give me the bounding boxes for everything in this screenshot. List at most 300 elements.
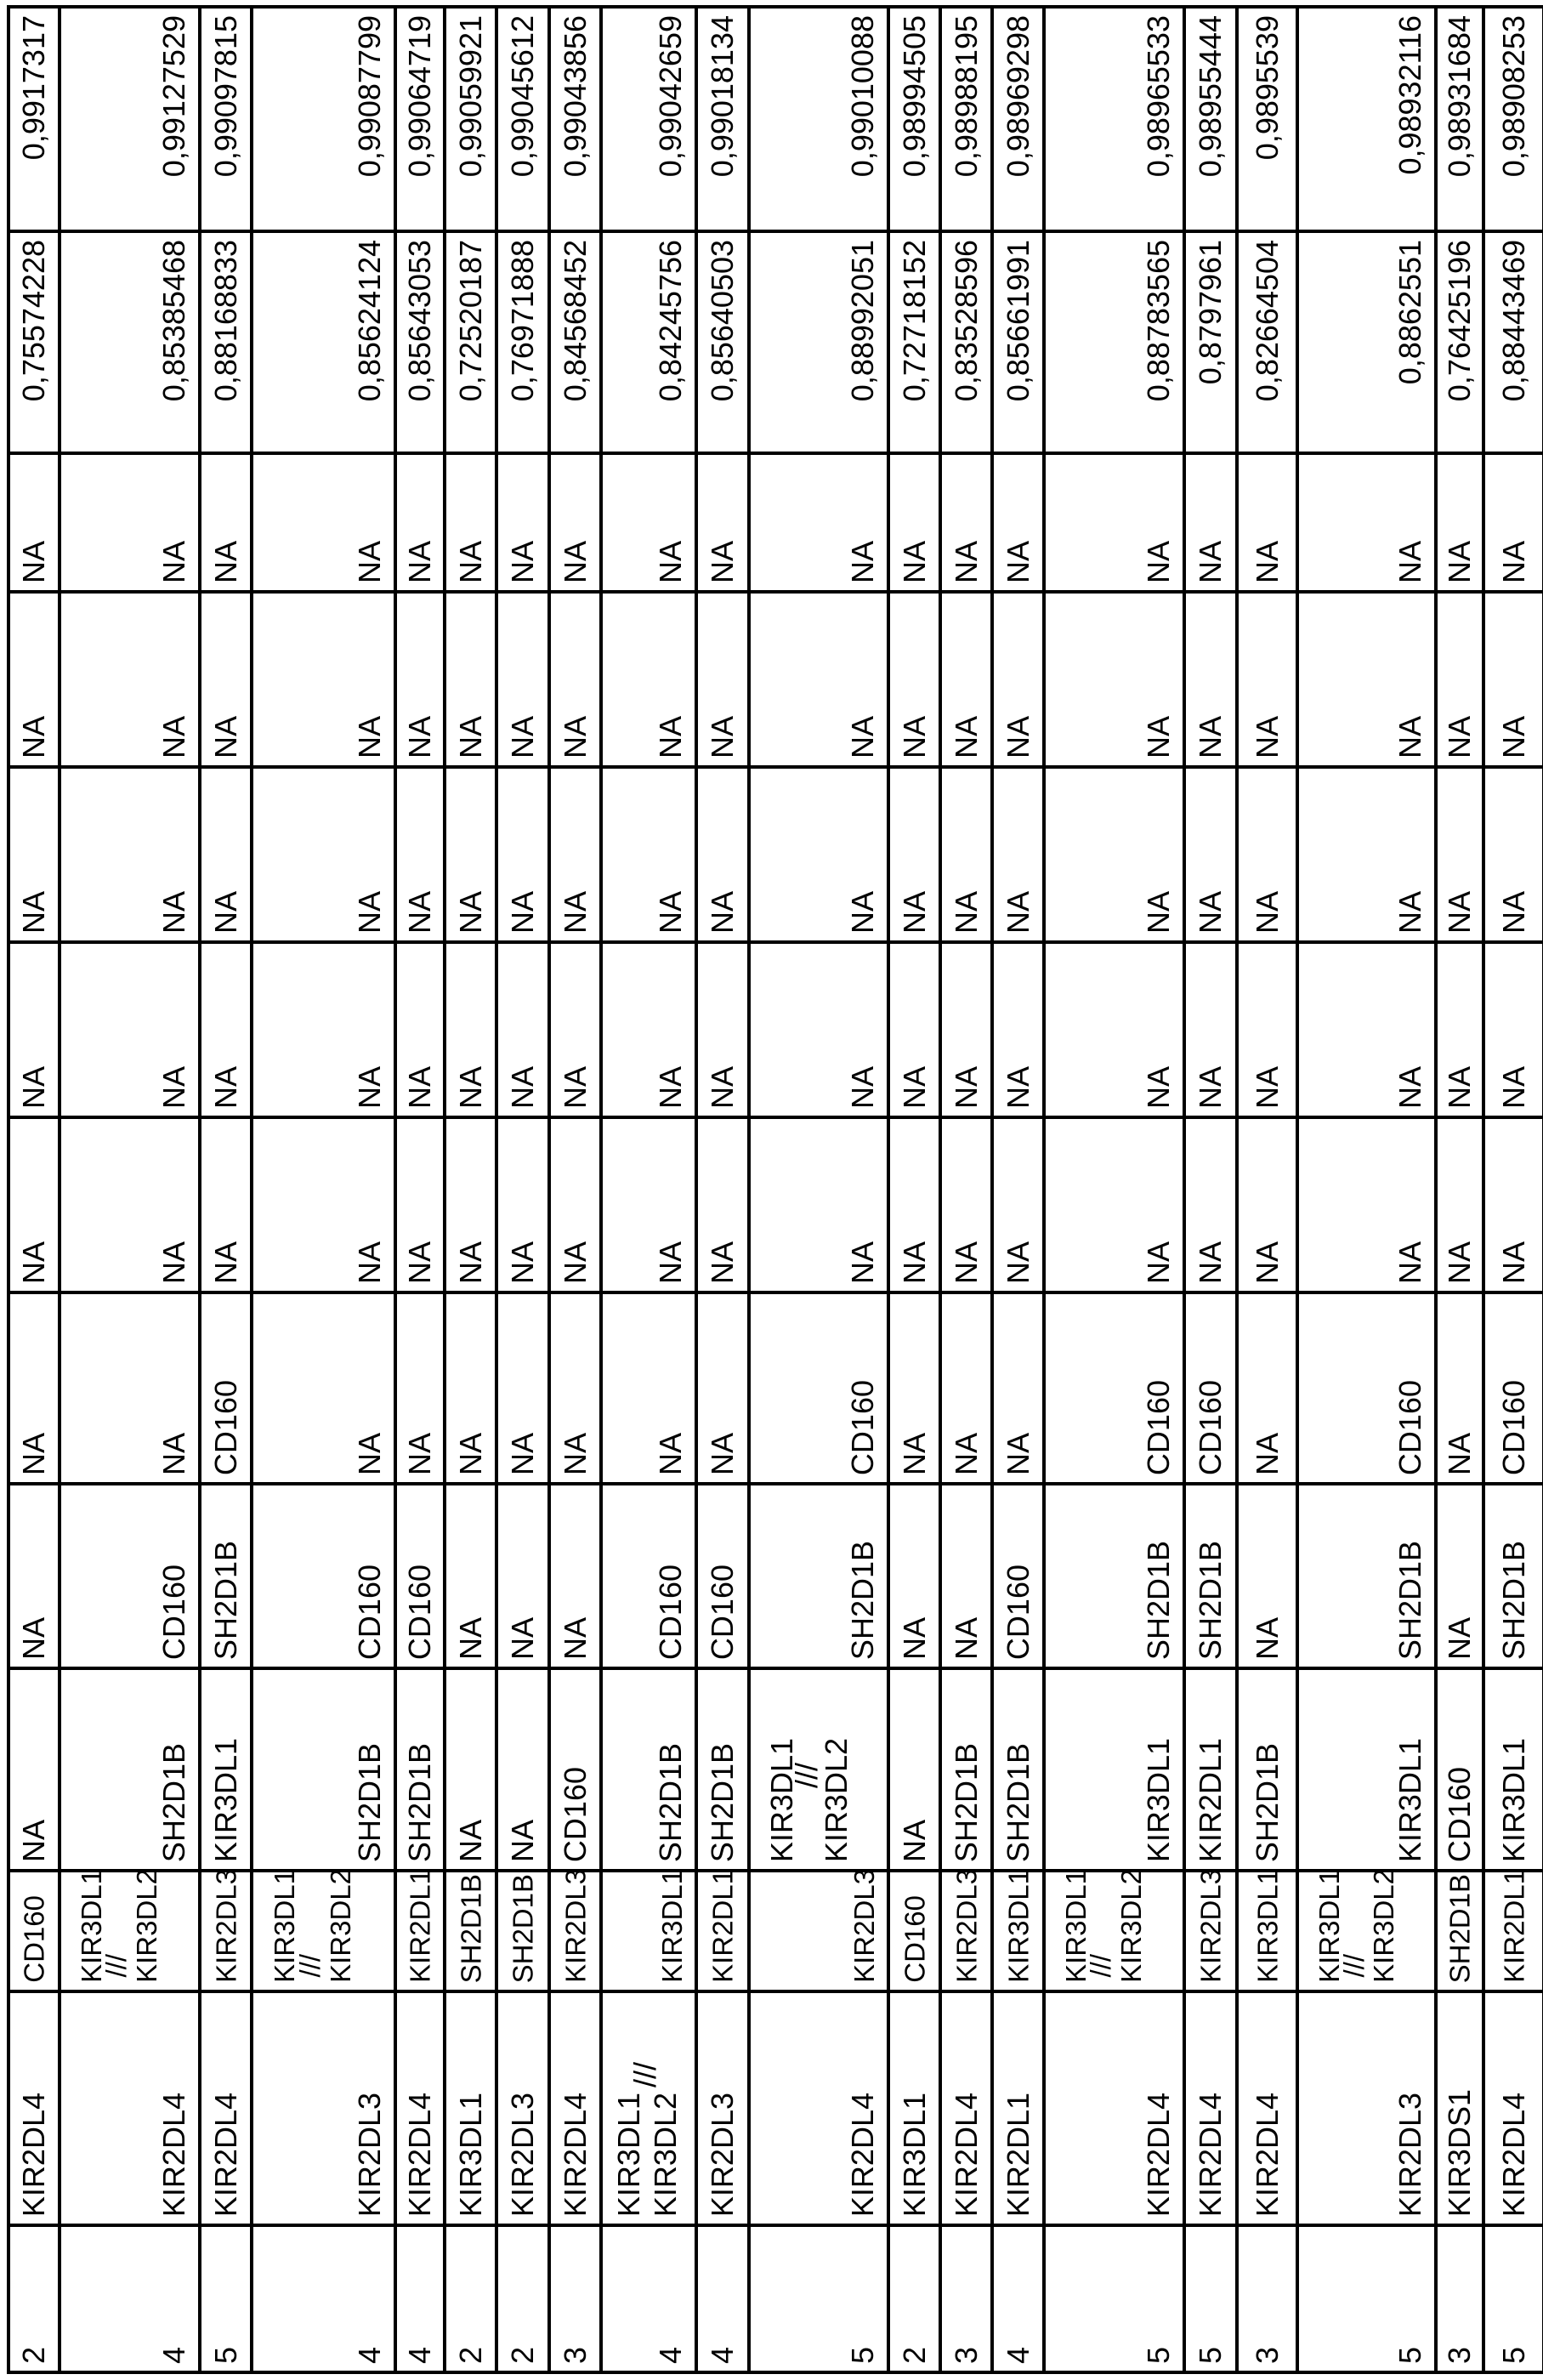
value1-cell: [61, 233, 201, 455]
cell-text: KIR2DL4: [402, 2092, 437, 2217]
gene3-cell: [253, 1670, 397, 1872]
value1-cell: [942, 233, 994, 455]
cell-text: CD160: [1000, 1564, 1035, 1660]
value2-cell: [698, 9, 751, 233]
gene5-cell: [551, 1294, 603, 1485]
cell-text: SH2D1B: [1141, 1540, 1176, 1660]
cell-text: 0,98932116: [1393, 15, 1427, 175]
gene1-cell: [1299, 1993, 1438, 2227]
cell-text: NA: [16, 1241, 51, 1284]
count-cell: [551, 2227, 603, 2371]
value1-cell: [551, 233, 603, 455]
na2-cell: [10, 594, 61, 769]
cell-text: NA: [1495, 540, 1531, 583]
cell-text: CD160: [207, 1379, 243, 1475]
cell-text: 0,72520187: [452, 240, 488, 402]
cell-text: NA: [1249, 715, 1285, 758]
gene4-cell: [253, 1485, 397, 1670]
cell-text: SH2D1B: [455, 1873, 486, 1983]
na3-cell: [61, 769, 201, 944]
cell-text: CD160: [653, 1564, 688, 1660]
cell-text: 2: [452, 2346, 488, 2364]
cell-text: NA: [207, 540, 243, 583]
gene2-cell: [10, 1872, 61, 1993]
value2-cell: [890, 9, 942, 233]
cell-text: KIR3DL1: [1495, 1737, 1531, 1862]
na1-cell: [397, 455, 446, 594]
gene2-cell: [61, 1869, 201, 1993]
na2-cell: [201, 594, 253, 769]
gene4-cell: [551, 1485, 603, 1670]
cell-text: KIR2DL4: [1193, 2092, 1228, 2217]
cell-text: NA: [352, 890, 387, 934]
gene3-cell: [1299, 1670, 1438, 1872]
cell-text: NA: [845, 890, 880, 934]
na1-cell: [551, 455, 603, 594]
cell-text: NA: [505, 540, 540, 583]
cell-text: NA: [1495, 715, 1531, 758]
cell-text: NA: [1193, 1065, 1228, 1109]
cell-text: NA: [1249, 1432, 1285, 1475]
cell-text: 0,99043856: [557, 15, 593, 178]
na5-cell: [10, 1119, 61, 1294]
cell-text: NA: [16, 540, 51, 583]
cell-text: CD160: [1393, 1379, 1427, 1475]
gene3-cell: [698, 1670, 751, 1872]
na3-cell: [446, 769, 498, 944]
gene1-cell: [397, 1993, 446, 2227]
na1-cell: [994, 455, 1046, 594]
gene1-cell: [603, 1993, 698, 2227]
gene2-cell: [1485, 1869, 1542, 1993]
count-cell: [61, 2227, 201, 2371]
gene4-cell: [397, 1485, 446, 1670]
cell-text: 0,99042659: [653, 15, 688, 178]
na5-cell: [1186, 1119, 1239, 1294]
cell-text: KIR2DL3: [1393, 2092, 1427, 2217]
na5-cell: [603, 1119, 698, 1294]
cell-text: NA: [156, 540, 191, 583]
cell-text: NA: [896, 1065, 932, 1109]
cell-text: NA: [705, 540, 740, 583]
cell-text: NA: [845, 1241, 880, 1284]
gene2-cell: [498, 1872, 551, 1993]
gene1-cell: [446, 1993, 498, 2227]
cell-text: 4: [1000, 2346, 1035, 2364]
gene1-cell: [994, 1993, 1046, 2227]
cell-text: NA: [1141, 890, 1176, 934]
cell-text: 5: [1193, 2346, 1228, 2364]
na5-cell: [1485, 1119, 1542, 1294]
na5-cell: [1438, 1119, 1485, 1294]
gene5-cell: [994, 1294, 1046, 1485]
gene5-cell: [603, 1294, 698, 1485]
cell-text: NA: [845, 540, 880, 583]
cell-text: 4: [402, 2346, 437, 2364]
value2-cell: [61, 9, 201, 233]
gene4-cell: [446, 1485, 498, 1670]
na5-cell: [498, 1119, 551, 1294]
cell-text: 5: [845, 2346, 880, 2364]
count-cell: [994, 2227, 1046, 2371]
value1-cell: [10, 233, 61, 455]
na5-cell: [698, 1119, 751, 1294]
gene5-cell: [498, 1294, 551, 1485]
na2-cell: [61, 594, 201, 769]
gene2-cell: [253, 1869, 397, 1993]
cell-text: KIR2DL1: [1193, 1737, 1228, 1862]
cell-text: NA: [156, 1065, 191, 1109]
na2-cell: [1438, 594, 1485, 769]
gene4-cell: [603, 1485, 698, 1670]
cell-text: KIR2DL3: [848, 1869, 880, 1983]
gene3-cell: [603, 1670, 698, 1872]
cell-text: NA: [452, 1616, 488, 1660]
value1-cell: [498, 233, 551, 455]
cell-text: 0,85385468: [156, 240, 191, 402]
na5-cell: [1046, 1119, 1186, 1294]
gene-combo-line2: KIR3DL2: [130, 1869, 162, 1983]
gene4-cell: [1485, 1485, 1542, 1670]
cell-text: NA: [1249, 1616, 1285, 1660]
cell-text: SH2D1B: [1000, 1742, 1035, 1862]
cell-text: NA: [1000, 540, 1035, 583]
cell-text: 0,98955444: [1193, 15, 1228, 178]
cell-text: CD160: [1193, 1379, 1228, 1475]
cell-text: SH2D1B: [207, 1540, 243, 1660]
na3-cell: [551, 769, 603, 944]
cell-text: NA: [452, 1819, 488, 1862]
slash-marks: ///: [789, 1762, 824, 1788]
cell-text: NA: [16, 1065, 51, 1109]
gene5-cell: [942, 1294, 994, 1485]
cell-text: 0,98994505: [896, 15, 932, 178]
na4-cell: [603, 944, 698, 1119]
cell-text: 0,99087799: [352, 15, 387, 178]
value2-cell: [1046, 9, 1186, 233]
cell-text: NA: [1193, 715, 1228, 758]
cell-text: NA: [1495, 1065, 1531, 1109]
value2-cell: [446, 9, 498, 233]
cell-text: 0,99097815: [207, 15, 243, 178]
cell-text: NA: [402, 715, 437, 758]
cell-text: 0,8862551: [1393, 240, 1427, 385]
cell-text: KIR3DL1: [1141, 1737, 1176, 1862]
cell-text: NA: [352, 1432, 387, 1475]
value1-cell: [201, 233, 253, 455]
value2-cell: [994, 9, 1046, 233]
cell-text: NA: [557, 1241, 593, 1284]
cell-text: NA: [452, 715, 488, 758]
gene5-cell: [1046, 1294, 1186, 1485]
na2-cell: [1186, 594, 1239, 769]
gene-combo-line2: KIR3DL2: [648, 2092, 684, 2217]
count-cell: [890, 2227, 942, 2371]
value2-cell: [498, 9, 551, 233]
gene5-cell: [1299, 1294, 1438, 1485]
cell-text: NA: [948, 1432, 984, 1475]
cell-text: NA: [896, 1819, 932, 1862]
cell-text: 0,88443469: [1495, 240, 1531, 402]
na4-cell: [551, 944, 603, 1119]
cell-text: KIR2DL1: [1000, 2092, 1035, 2217]
cell-text: 3: [557, 2346, 593, 2364]
gene4-cell: [751, 1485, 890, 1670]
na3-cell: [1438, 769, 1485, 944]
cell-text: NA: [705, 715, 740, 758]
cell-text: SH2D1B: [402, 1742, 437, 1862]
cell-text: KIR2DL4: [207, 2092, 243, 2217]
cell-text: KIR2DL3: [950, 1869, 982, 1983]
cell-text: KIR3DL1: [207, 1737, 243, 1862]
cell-text: 0,75574228: [16, 240, 51, 402]
cell-text: 0,98988195: [948, 15, 984, 178]
cell-text: KIR3DS1: [1442, 2088, 1477, 2217]
na1-cell: [890, 455, 942, 594]
gene3-cell: [1046, 1670, 1186, 1872]
cell-text: 2: [16, 2346, 51, 2364]
gene-combo-line1: KIR3DL1: [610, 2092, 646, 2217]
count-cell: [446, 2227, 498, 2371]
na4-cell: [751, 944, 890, 1119]
na3-cell: [942, 769, 994, 944]
cell-text: NA: [1442, 1616, 1477, 1660]
gene4-cell: [890, 1485, 942, 1670]
gene1-cell: [551, 1993, 603, 2227]
cell-text: NA: [557, 1065, 593, 1109]
na3-cell: [1239, 769, 1299, 944]
cell-text: 0,83528596: [948, 240, 984, 402]
cell-text: NA: [1442, 715, 1477, 758]
cell-text: NA: [352, 1065, 387, 1109]
cell-text: KIR2DL4: [845, 2092, 880, 2217]
gene-combo-line1: KIR3DL1: [1313, 1869, 1346, 1983]
cell-text: NA: [1393, 540, 1427, 583]
value1-cell: [751, 233, 890, 455]
cell-text: NA: [948, 715, 984, 758]
na1-cell: [942, 455, 994, 594]
cell-text: KIR2DL4: [1249, 2092, 1285, 2217]
na1-cell: [1438, 455, 1485, 594]
cell-text: CD160: [402, 1564, 437, 1660]
na4-cell: [397, 944, 446, 1119]
gene-combo-line2: KIR3DL2: [819, 1737, 854, 1862]
na5-cell: [397, 1119, 446, 1294]
gene4-cell: [1046, 1485, 1186, 1670]
na5-cell: [1299, 1119, 1438, 1294]
cell-text: NA: [1393, 1241, 1427, 1284]
na1-cell: [603, 455, 698, 594]
value2-cell: [253, 9, 397, 233]
cell-text: NA: [1393, 715, 1427, 758]
cell-text: SH2D1B: [705, 1742, 740, 1862]
cell-text: NA: [1442, 540, 1477, 583]
cell-text: 4: [352, 2346, 387, 2364]
cell-text: SH2D1B: [1444, 1873, 1476, 1983]
cell-text: NA: [452, 1241, 488, 1284]
cell-text: KIR3DL1: [1393, 1737, 1427, 1862]
value2-cell: [603, 9, 698, 233]
gene5-cell: [397, 1294, 446, 1485]
cell-text: CD160: [352, 1564, 387, 1660]
value1-cell: [253, 233, 397, 455]
cell-text: NA: [557, 1432, 593, 1475]
na3-cell: [1046, 769, 1186, 944]
cell-text: CD160: [705, 1564, 740, 1660]
value1-cell: [1299, 233, 1438, 455]
cell-text: NA: [402, 1065, 437, 1109]
cell-text: 0,85643053: [402, 240, 437, 402]
na2-cell: [1046, 594, 1186, 769]
na4-cell: [1046, 944, 1186, 1119]
na2-cell: [1299, 594, 1438, 769]
cell-text: NA: [1249, 1065, 1285, 1109]
gene1-cell: [890, 1993, 942, 2227]
value1-cell: [446, 233, 498, 455]
gene3-cell: [61, 1670, 201, 1872]
cell-text: NA: [156, 1432, 191, 1475]
gene2-cell: [890, 1872, 942, 1993]
cell-text: 0,9895539: [1249, 15, 1285, 161]
cell-text: KIR2DL4: [1141, 2092, 1176, 2217]
na1-cell: [1046, 455, 1186, 594]
cell-text: NA: [557, 890, 593, 934]
gene-combo-line2: KIR3DL2: [324, 1869, 356, 1983]
count-cell: [603, 2227, 698, 2371]
cell-text: NA: [705, 1065, 740, 1109]
value2-cell: [1299, 9, 1438, 233]
cell-text: NA: [156, 1241, 191, 1284]
cell-text: NA: [896, 1432, 932, 1475]
cell-text: NA: [896, 1616, 932, 1660]
gene1-cell: [698, 1993, 751, 2227]
cell-text: 0,98969298: [1000, 15, 1035, 178]
na4-cell: [253, 944, 397, 1119]
cell-text: 0,88992051: [845, 240, 880, 402]
count-cell: [1438, 2227, 1485, 2371]
na1-cell: [201, 455, 253, 594]
gene-combo-line1: KIR3DL1: [764, 1737, 800, 1862]
na5-cell: [551, 1119, 603, 1294]
gene3-cell: [201, 1670, 253, 1872]
cell-text: NA: [16, 1616, 51, 1660]
cell-text: 0,84568452: [557, 240, 593, 402]
value2-cell: [1239, 9, 1299, 233]
cell-text: 0,98965533: [1141, 15, 1176, 178]
cell-text: NA: [653, 715, 688, 758]
cell-text: NA: [948, 1065, 984, 1109]
cell-text: NA: [948, 540, 984, 583]
cell-text: CD160: [1141, 1379, 1176, 1475]
cell-text: NA: [1193, 1241, 1228, 1284]
na2-cell: [397, 594, 446, 769]
value1-cell: [603, 233, 698, 455]
gene4-cell: [1438, 1485, 1485, 1670]
slash-marks: ///: [100, 1954, 133, 1978]
slash-marks: ///: [1085, 1954, 1117, 1978]
cell-text: NA: [16, 890, 51, 934]
gene2-cell: [1239, 1869, 1299, 1993]
cell-text: NA: [896, 540, 932, 583]
cell-text: 4: [653, 2346, 688, 2364]
na1-cell: [498, 455, 551, 594]
gene5-cell: [890, 1294, 942, 1485]
value2-cell: [397, 9, 446, 233]
count-cell: [1046, 2227, 1186, 2371]
cell-text: NA: [705, 890, 740, 934]
cell-text: NA: [948, 890, 984, 934]
cell-text: KIR2DL1: [404, 1869, 436, 1983]
gene1-cell: [1239, 1993, 1299, 2227]
gene1-cell: [942, 1993, 994, 2227]
cell-text: NA: [1193, 890, 1228, 934]
na4-cell: [201, 944, 253, 1119]
cell-text: KIR3DL1: [1251, 1869, 1283, 1983]
count-cell: [201, 2227, 253, 2371]
cell-text: NA: [16, 1432, 51, 1475]
na4-cell: [994, 944, 1046, 1119]
cell-text: 3: [948, 2346, 984, 2364]
na1-cell: [61, 455, 201, 594]
na3-cell: [1186, 769, 1239, 944]
cell-text: NA: [16, 715, 51, 758]
cell-text: NA: [402, 1432, 437, 1475]
gene3-cell: [446, 1670, 498, 1872]
cell-text: CD160: [1495, 1379, 1531, 1475]
cell-text: 0,98908253: [1495, 15, 1531, 178]
na2-cell: [253, 594, 397, 769]
value2-cell: [10, 9, 61, 233]
cell-text: NA: [845, 1065, 880, 1109]
cell-text: NA: [402, 890, 437, 934]
cell-text: KIR3DL1: [656, 1869, 688, 1983]
cell-text: SH2D1B: [156, 1742, 191, 1862]
gene3-cell: [397, 1670, 446, 1872]
na4-cell: [1438, 944, 1485, 1119]
rotated-gene-table: [7, 5, 1543, 2374]
gene4-cell: [994, 1485, 1046, 1670]
gene5-cell: [1485, 1294, 1542, 1485]
gene1-cell: [1186, 1993, 1239, 2227]
gene3-cell: [1438, 1670, 1485, 1872]
gene-combo-line2: KIR3DL2: [1367, 1869, 1399, 1983]
cell-text: 0,84245756: [653, 240, 688, 402]
cell-text: NA: [1193, 540, 1228, 583]
cell-text: 0,99059921: [452, 15, 488, 178]
cell-text: KIR2DL4: [16, 2092, 51, 2217]
cell-text: NA: [557, 1616, 593, 1660]
cell-text: NA: [1000, 715, 1035, 758]
cell-text: 0,72718152: [896, 240, 932, 402]
cell-text: 0,88783565: [1141, 240, 1176, 402]
cell-text: NA: [1442, 1432, 1477, 1475]
gene1-cell: [1438, 1993, 1485, 2227]
cell-text: 4: [705, 2346, 740, 2364]
gene3-cell: [1186, 1670, 1239, 1872]
value1-cell: [1438, 233, 1485, 455]
na3-cell: [890, 769, 942, 944]
count-cell: [1299, 2227, 1438, 2371]
count-cell: [10, 2227, 61, 2371]
value1-cell: [397, 233, 446, 455]
gene3-cell: [751, 1670, 890, 1872]
na2-cell: [890, 594, 942, 769]
gene1-cell: [1046, 1993, 1186, 2227]
gene5-cell: [10, 1294, 61, 1485]
na3-cell: [10, 769, 61, 944]
na1-cell: [10, 455, 61, 594]
gene3-cell: [890, 1670, 942, 1872]
